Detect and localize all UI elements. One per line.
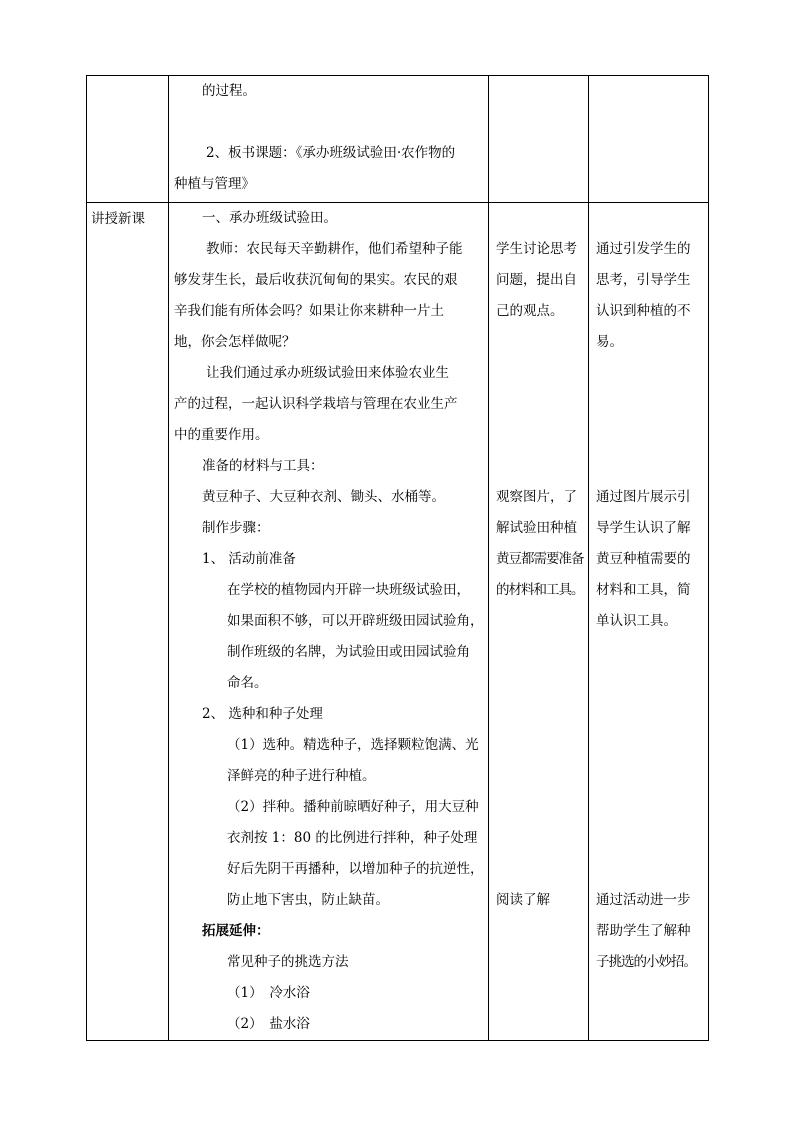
text-line: 易。 [596,334,623,350]
step2-title: 2、 选种和种子处理 [202,706,323,722]
text-line: 的材料和工具。 [496,582,584,598]
list-item: （1） 冷水浴 [227,985,310,1001]
student-activity-cell [489,203,589,1041]
text-line: 子挑选的小妙招。 [596,954,696,970]
text-line: 帮助学生了解种 [596,923,691,939]
text-line: 衣剂按 1：80 的比例进行拌种，种子处理 [227,830,478,846]
text-line: （2）拌种。播种前晾晒好种子，用大豆种 [227,799,479,815]
text-line: 通过引发学生的 [596,241,691,257]
spacer [489,854,588,885]
text-line: 己的观点。 [496,303,564,319]
spacer [489,451,588,482]
spacer [489,761,588,792]
materials-title: 准备的材料与工具： [202,458,324,474]
text-line: 中的重要作用。 [174,427,269,443]
text-line: 产的过程，一起认识科学栽培与管理在农业生产 [174,396,458,412]
text-line: 如果面积不够，可以开辟班级田园试验角， [227,613,484,629]
design-intent-cell [589,76,709,203]
text-line: 2、板书课题：《承办班级试验田·农作物的 [206,145,456,161]
spacer [489,730,588,761]
spacer [589,203,708,234]
spacer [489,420,588,451]
content-cell [169,76,489,203]
steps-title: 制作步骤： [202,520,270,536]
text-line: 好后先阴干再播种，以增加种子的抗逆性， [227,861,484,877]
spacer [489,203,588,234]
spacer [589,761,708,792]
lesson-plan-table [86,75,709,1041]
list-item: （2） 盐水浴 [227,1016,310,1032]
spacer [489,792,588,823]
spacer [489,823,588,854]
design-intent-cell [589,203,709,1041]
text-line: （1）选种。精选种子，选择颗粒饱满、光 [227,737,479,753]
text-line: 防止地下害虫，防止缺苗。 [227,892,389,908]
spacer [589,854,708,885]
text-line: 黄豆种植需要的 [596,551,691,567]
text-line: 观察图片，了 [496,489,577,505]
text-line: 通过活动进一步 [596,892,691,908]
materials-list: 黄豆种子、大豆种衣剂、锄头、水桶等。 [202,489,445,505]
spacer [589,699,708,730]
spacer [489,637,588,668]
text-line: 制作班级的名牌，为试验田或田园试验角 [227,644,470,660]
table-row [87,76,709,203]
extend-subtitle: 常见种子的挑选方法 [227,954,349,970]
spacer [589,668,708,699]
text-line: 的过程。 [202,83,256,99]
content-cell [169,203,489,1041]
spacer [589,792,708,823]
text-line: 单认识工具。 [596,613,677,629]
spacer [589,730,708,761]
spacer [489,668,588,699]
spacer [589,451,708,482]
extend-title: 拓展延伸： [202,923,270,939]
text-line: 思考，引导学生 [596,272,691,288]
text-line: 教师：农民每天辛勤耕作，他们希望种子能 [206,241,463,257]
text-line: 问题，提出自 [496,272,577,288]
text-line: 阅读了解 [496,892,550,908]
text-line: 种植与管理》 [174,176,255,192]
spacer [489,606,588,637]
text-line: 在学校的植物园内开辟一块班级试验田， [227,582,470,598]
text-line: 命名。 [227,675,268,691]
text-line: 解试验田种植 [496,520,577,536]
section-heading: 一、承办班级试验田。 [202,210,337,226]
spacer [589,637,708,668]
spacer [489,699,588,730]
text-line: 材料和工具，简 [596,582,691,598]
text-line: 通过图片展示引 [596,489,691,505]
student-activity-cell [489,76,589,203]
label-cell [87,203,169,1041]
spacer [589,420,708,451]
spacer [169,107,488,138]
text-line: 泽鲜亮的种子进行种植。 [227,768,376,784]
spacer [489,327,588,358]
spacer [589,358,708,389]
text-line: 够发芽生长，最后收获沉甸甸的果实。农民的艰 [174,272,458,288]
text-line: 学生讨论思考 [496,241,577,257]
table-row [87,203,709,1041]
text-line: 认识到种植的不 [596,303,691,319]
step1-title: 1、 活动前准备 [202,551,296,567]
row-label: 讲授新课 [91,211,145,227]
text-line: 让我们通过承办班级试验田来体验农业生 [206,365,449,381]
text-line: 导学生认识了解 [596,520,691,536]
text-line: 黄豆都需要准备 [496,551,584,567]
spacer [589,389,708,420]
spacer [489,389,588,420]
label-cell [87,76,169,203]
text-line: 地，你会怎样做呢？ [174,334,296,350]
spacer [489,358,588,389]
text-line: 辛我们能有所体会吗？如果让你来耕种一片土 [174,303,444,319]
spacer [589,823,708,854]
